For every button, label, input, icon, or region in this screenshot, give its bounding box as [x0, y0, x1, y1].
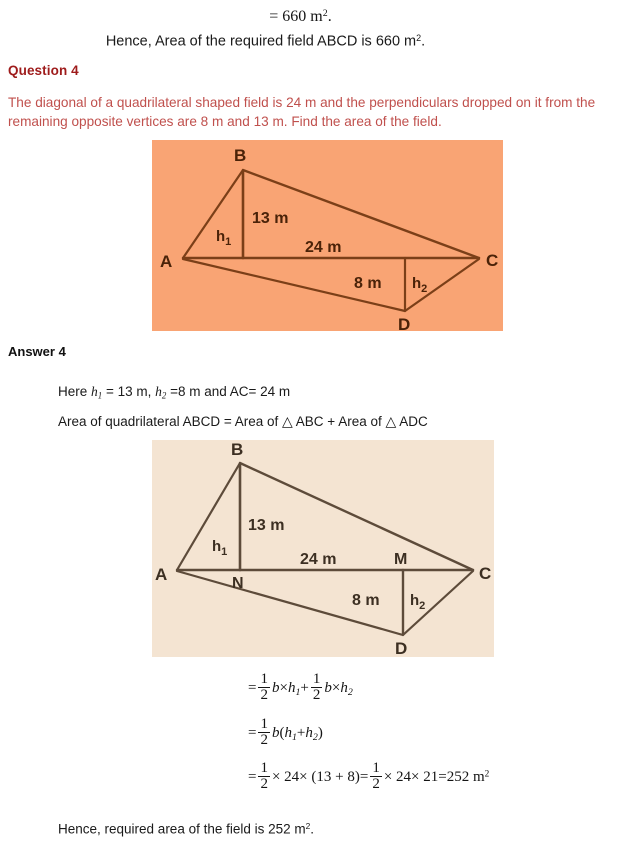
answer-given-values: [58, 384, 290, 400]
deriv3-expr-2: × 24× 21: [383, 769, 439, 786]
deriv1-times-1: ×: [279, 680, 288, 697]
deriv2-h2: h: [305, 724, 313, 741]
deriv1-b1: b: [271, 680, 280, 697]
deriv3-expr-1: × 24× (13 + 8): [271, 769, 360, 786]
deriv3-fraction-1: $\frac{1}{2}$: [260, 760, 268, 793]
hence-top-exponent: 2: [416, 33, 422, 43]
deriv1-plus: +: [300, 680, 309, 697]
figure1-label-24m: 24 m: [305, 239, 342, 256]
deriv2-fraction: $\frac{1}{2}$: [260, 715, 268, 748]
equation-660-result: [0, 8, 631, 26]
derivation-row-3: [248, 761, 489, 793]
answer-line1-h1-sub: 1: [97, 390, 103, 401]
answer-line1-h2-sub: 2: [161, 390, 167, 401]
equation-660-text: = 660 m: [269, 8, 323, 26]
hence-bottom-text: Hence, required area of the field is 252 m: [58, 821, 306, 837]
deriv1-b2: b: [324, 680, 332, 697]
figure1-label-13m: 13 m: [252, 210, 289, 227]
figure2-segment-AB: [177, 463, 240, 570]
triangle-icon: △: [282, 415, 293, 430]
figure2-label-A: A: [155, 565, 168, 584]
question-text: The diagonal of a quadrilateral shaped field is 24 m and the perpendiculars dropped on it from the remaining opposite vertices are 8 m and 13 m. Find the area of the field.: [8, 95, 596, 129]
answer-line2-post: ADC: [396, 414, 428, 429]
equation-660-tail: .: [327, 8, 332, 26]
deriv1-fraction-1: $\frac{1}{2}$: [260, 671, 268, 704]
figure1-label-h2: $h_2$: [412, 275, 428, 295]
deriv3-eq-1: =: [248, 769, 257, 786]
figure1-segment-AB: [183, 170, 243, 258]
deriv3-eq-2: =: [359, 769, 369, 786]
derivation-row-1: [248, 672, 489, 704]
figure2-label-N: N: [232, 575, 244, 592]
figure2-label-D: D: [395, 639, 408, 657]
hence-statement-top: [0, 33, 631, 50]
deriv1-h1: h: [287, 680, 296, 697]
deriv1-h2: h: [340, 680, 348, 697]
figure1-label-8m: 8 m: [354, 275, 382, 292]
deriv2-close-paren: ): [317, 724, 323, 741]
figure2-label-24m: 24 m: [300, 551, 337, 568]
deriv1-h1-sub: 1: [295, 686, 301, 698]
figure2-label-C: C: [479, 564, 492, 583]
derivation-row-2: [248, 717, 489, 749]
deriv2-b: b: [271, 724, 280, 741]
figure2-label-13m: 13 m: [248, 517, 285, 534]
figure2-label-M: M: [394, 551, 408, 568]
deriv1-eq: =: [248, 680, 257, 697]
deriv3-result: 252 m: [446, 769, 485, 786]
answer-heading: Answer 4: [8, 344, 66, 359]
derivation-block: [248, 672, 489, 793]
figure1-label-C: C: [486, 251, 499, 270]
deriv1-times-2: ×: [331, 680, 341, 697]
deriv2-h1-sub: 1: [291, 731, 297, 743]
deriv2-h2-sub: 2: [312, 731, 318, 743]
figure2-label-B: B: [231, 440, 244, 459]
answer-line2-mid: ABC + Area of: [292, 414, 386, 429]
figure2-label-h2: $h_2$: [410, 592, 426, 612]
deriv3-result-exponent: 2: [484, 769, 490, 780]
deriv2-plus: +: [296, 724, 306, 741]
figure2-label-h1: $h_1$: [212, 538, 228, 558]
hence-statement-bottom: [58, 821, 314, 836]
figure1-label-h1: $h_1$: [216, 228, 232, 248]
answer-line1-h2: h: [155, 384, 162, 399]
deriv2-h1: h: [284, 724, 292, 741]
figure2-svg: [152, 440, 494, 657]
answer-line2-pre: Area of quadrilateral ABCD = Area of: [58, 414, 283, 429]
deriv1-h2-sub: 2: [347, 686, 353, 698]
answer-line1-h1: h: [91, 384, 98, 399]
deriv3-fraction-2: $\frac{1}{2}$: [372, 760, 380, 793]
hence-top-text: Hence, Area of the required field ABCD is 660 m: [105, 33, 417, 50]
hence-bottom-exponent: 2: [305, 821, 311, 831]
figure-quadrilateral-beige: [152, 440, 494, 657]
figure1-label-B: B: [234, 146, 247, 165]
answer-line1-pre: Here: [58, 384, 92, 399]
deriv3-eq-3: =: [438, 769, 447, 786]
question-heading: Question 4: [8, 63, 79, 78]
triangle-icon-2: △: [385, 415, 397, 430]
hence-top-tail: .: [421, 33, 426, 50]
figure1-label-D: D: [398, 315, 411, 331]
deriv2-open-paren: (: [279, 724, 285, 741]
figure1-svg: [152, 140, 503, 331]
hence-bottom-tail: .: [310, 821, 315, 837]
deriv2-eq: =: [248, 724, 257, 741]
equation-660-exponent: 2: [322, 8, 328, 19]
answer-area-decomposition: [58, 414, 428, 431]
deriv1-fraction-2: $\frac{1}{2}$: [312, 671, 321, 704]
figure1-label-A: A: [160, 252, 173, 271]
answer-line1-post: =8 m and AC= 24 m: [166, 384, 291, 399]
answer-line1-mid: = 13 m,: [102, 384, 156, 399]
figure2-label-8m: 8 m: [352, 592, 380, 609]
figure-quadrilateral-orange: [152, 140, 503, 331]
